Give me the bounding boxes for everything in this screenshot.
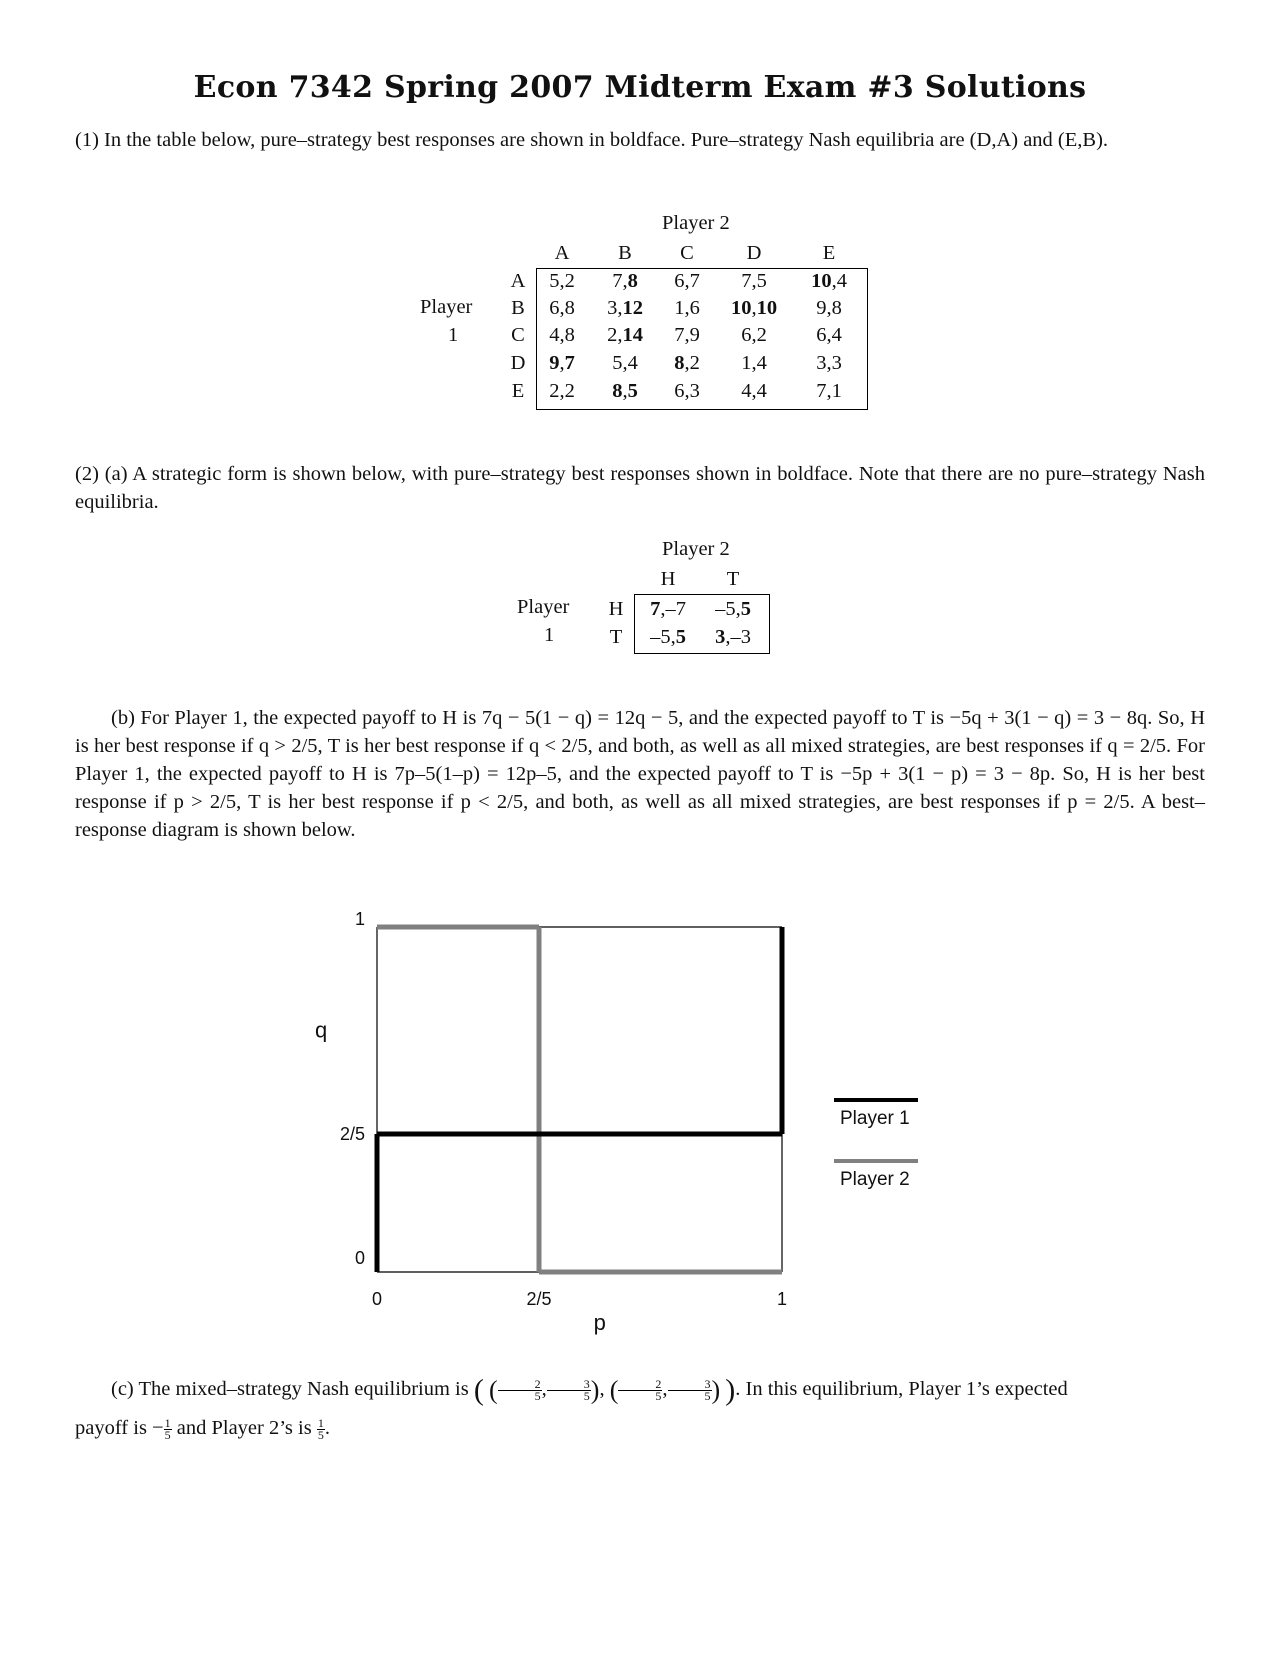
q2c-paren-close-1: ) <box>590 1375 600 1405</box>
q1-row-header: A <box>510 270 526 292</box>
q2c-outer-paren-open: ( <box>473 1373 484 1407</box>
q1-payoff-cell: 5,2 <box>549 270 575 292</box>
x-tick-label: 0 <box>371 1289 383 1309</box>
y-tick-label: 2/5 <box>339 1124 365 1144</box>
q1-col-header: B <box>618 242 632 264</box>
q1-col-header: E <box>822 242 836 264</box>
q1-payoff-cell: 8,2 <box>674 352 700 374</box>
q1-payoff-cell: 6,8 <box>549 297 575 319</box>
q2a-text: (2) (a) A strategic form is shown below, with pure–strategy best responses shown in boldface. Note that there are no pure–strategy Nash equilibria. <box>75 463 1205 513</box>
q2c-p-frac-2: $\frac{2}{5}$ <box>618 1379 662 1402</box>
q2c-paren-close-2: ) <box>711 1375 721 1405</box>
q2-payoff-cell: 7,–7 <box>650 598 686 620</box>
q2c-line2-a: payoff is − <box>75 1417 164 1439</box>
q1-payoff-cell: 6,7 <box>674 270 700 292</box>
q1-payoff-cell: 9,8 <box>816 297 842 319</box>
q1-payoff-cell: 7,5 <box>741 270 767 292</box>
q2b-text: (b) For Player 1, the expected payoff to H is 7q − 5(1 − q) = 12q − 5, and the expected payoff to T is −5q + 3(1 − q) = 3 − 8q. So, H is her best response if q > 2/5, T is her best response if q < 2/5, and both, as well as all mixed strategies, are best responses if q = 2/5. For Player 1, the expected payoff to H is 7p–5(1–p) = 12p–5, and the expected payoff to T is −5p + 3(1 − p) = 3 − 8p. So, H is her best response if p > 2/5, T is her best response if p < 2/5, and both, as well as all mixed strategies, are best responses if p = 2/5. A best–response diagram is shown below. <box>75 707 1205 841</box>
q1-text: (1) In the table below, pure–strategy best responses are shown in boldface. Pure–strategy Nash equilibria are (D,A) and (E,B). <box>75 129 1109 151</box>
q2c-text: (c) The mixed–strategy Nash equilibrium is ( ( $\frac{2}{5}$ , $\frac{3}{5}$ ), ( $\frac{2}{5}$ , $\frac{3}{5}$ ) ). In this equilibrium, Player 1’s expected <box>111 1373 1068 1407</box>
q1-payoff-cell: 2,2 <box>549 380 575 402</box>
q2-player1-number: 1 <box>544 624 555 646</box>
x-axis-label: p <box>593 1310 606 1335</box>
q2-payoff-cell: 3,–3 <box>715 626 751 648</box>
q1-player2-label: Player 2 <box>662 212 730 234</box>
q1-row-header: C <box>511 324 525 346</box>
y-tick-label: 0 <box>354 1248 365 1268</box>
q2c-suffix: . In this equilibrium, Player 1’s expected <box>735 1378 1068 1400</box>
q1-payoff-cell: 1,6 <box>674 297 700 319</box>
x-tick-label: 2/5 <box>526 1289 552 1309</box>
q1-payoff-cell: 10,10 <box>730 297 778 319</box>
q1-payoff-cell: 2,14 <box>607 324 643 346</box>
q2-col-header: T <box>726 568 740 590</box>
q1-payoff-cell: 4,8 <box>549 324 575 346</box>
legend-player2-label: Player 2 <box>840 1169 910 1190</box>
q2-col-header: H <box>660 568 676 590</box>
q1-player1-label: Player <box>420 296 473 318</box>
q1-row-header: E <box>511 380 525 402</box>
q1-payoff-cell: 9,7 <box>549 352 575 374</box>
x-tick-label: 1 <box>776 1289 788 1309</box>
q2-payoff-cell: –5,5 <box>650 626 686 648</box>
q1-payoff-cell: 1,4 <box>741 352 767 374</box>
q1-payoff-cell: 7,9 <box>674 324 700 346</box>
y-axis-label: q <box>315 1017 328 1043</box>
q2-player2-label: Player 2 <box>662 538 730 560</box>
q2c-p-frac: $\frac{2}{5}$ <box>498 1379 542 1402</box>
q2c-line2-b: and Player 2’s is <box>171 1417 317 1439</box>
q2c-outer-paren-close: ) <box>725 1373 736 1407</box>
q1-payoff-cell: 8,5 <box>612 380 638 402</box>
q1-player1-number: 1 <box>448 324 459 346</box>
q2c-paren-open-2: ( <box>609 1375 619 1405</box>
q1-col-header: D <box>746 242 762 264</box>
q1-col-header: A <box>554 242 570 264</box>
q1-payoff-cell: 5,4 <box>612 352 638 374</box>
q1-col-header: C <box>680 242 694 264</box>
q1-payoff-cell: 6,3 <box>674 380 700 402</box>
q2-row-header: T <box>609 626 623 648</box>
q1-payoff-cell: 7,8 <box>612 270 638 292</box>
q2-row-header: H <box>608 598 624 620</box>
payoff2-frac: $\frac{1}{5}$ <box>317 1415 324 1442</box>
legend-player1-label: Player 1 <box>840 1108 910 1129</box>
q1-payoff-cell: 4,4 <box>741 380 767 402</box>
q2c-line2 <box>75 1414 1205 1442</box>
q1-row-header: D <box>510 352 526 374</box>
q1-row-header: B <box>511 297 525 319</box>
y-tick-label: 1 <box>354 909 365 929</box>
q1-payoff-cell: 3,3 <box>816 352 842 374</box>
page-title: Econ 7342 Spring 2007 Midterm Exam #3 Solutions <box>193 70 1087 105</box>
q2c-q-frac-2: $\frac{3}{5}$ <box>668 1379 712 1402</box>
q2c-prefix: (c) The mixed–strategy Nash equilibrium is <box>111 1378 469 1400</box>
q2c-paren-open-1: ( <box>488 1375 498 1405</box>
q1-payoff-cell: 7,1 <box>816 380 842 402</box>
q2-player1-label: Player <box>517 596 570 618</box>
payoff1-frac: $\frac{1}{5}$ <box>164 1415 171 1442</box>
q2c-line2-c: . <box>324 1417 330 1439</box>
q1-payoff-cell: 3,12 <box>607 297 643 319</box>
q1-payoff-cell: 10,4 <box>811 270 847 292</box>
q2c-q-frac: $\frac{3}{5}$ <box>547 1379 591 1402</box>
q2-payoff-cell: –5,5 <box>715 598 751 620</box>
q1-payoff-cell: 6,2 <box>741 324 767 346</box>
q1-payoff-cell: 6,4 <box>816 324 842 346</box>
best-response-diagram <box>300 900 940 1340</box>
